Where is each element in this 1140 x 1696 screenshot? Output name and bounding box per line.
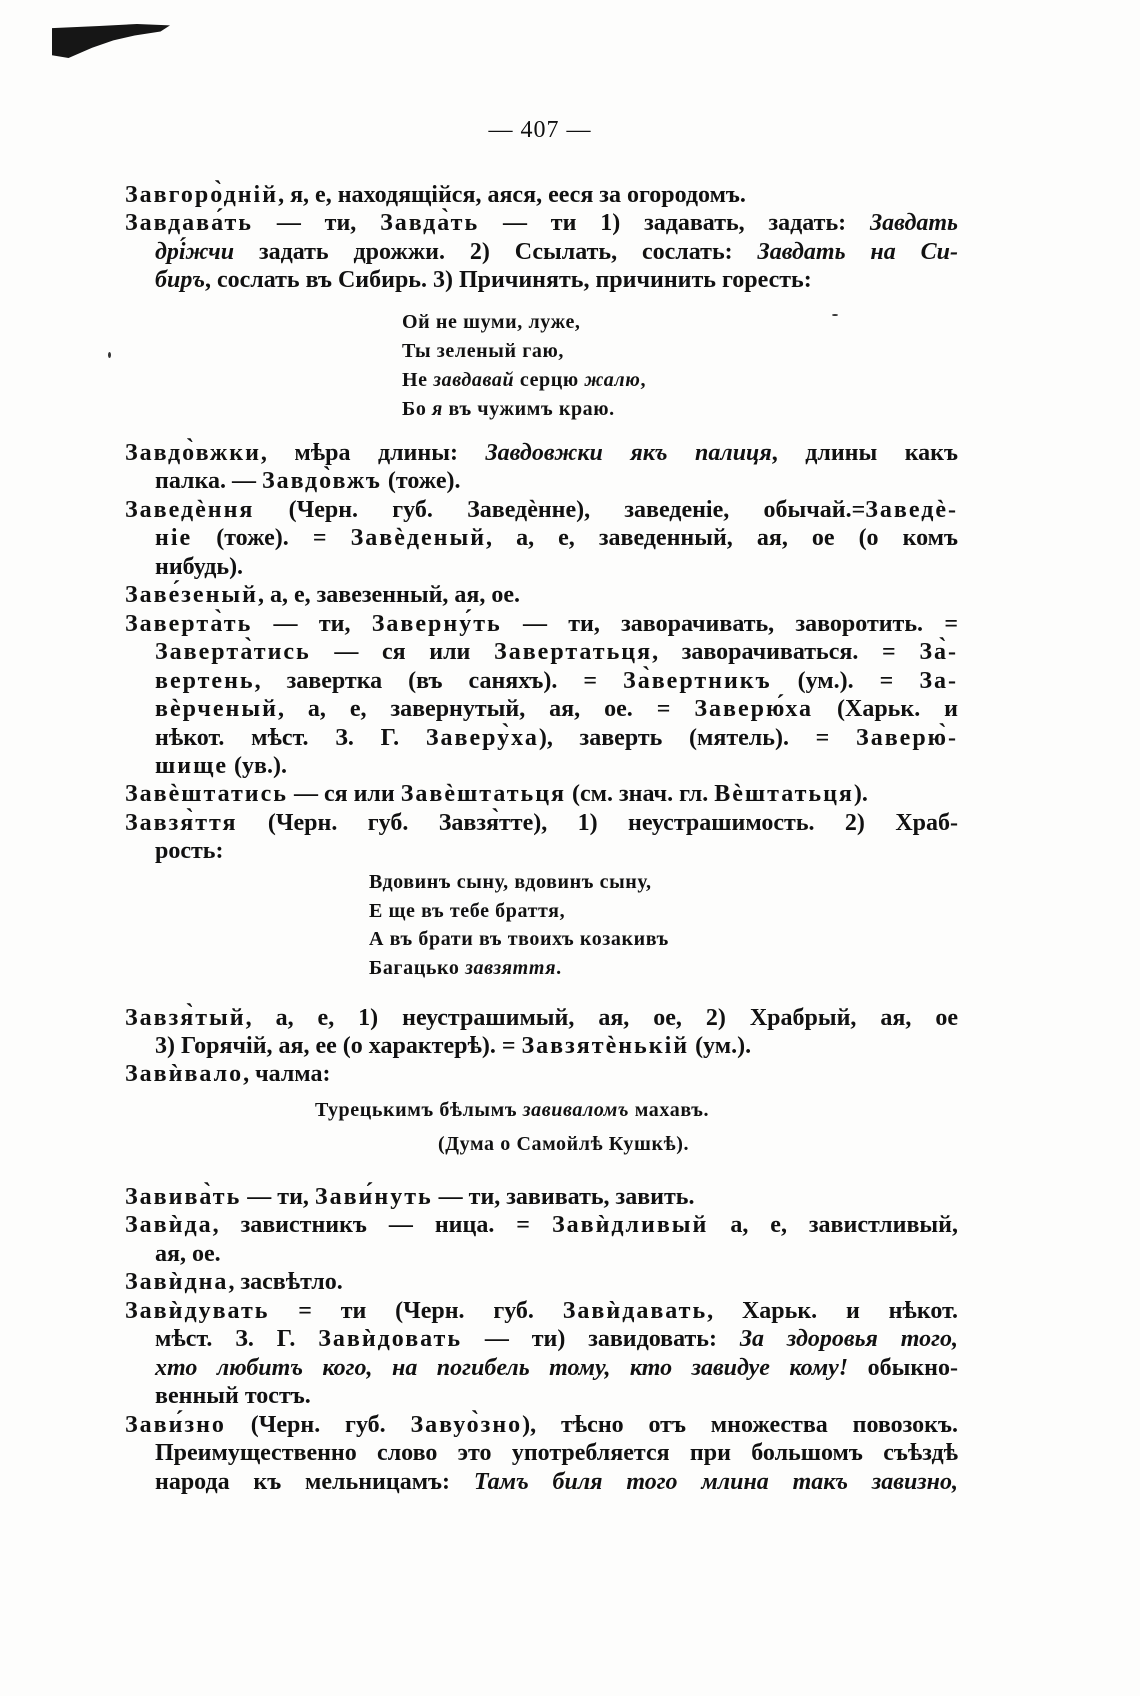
headword: ніе	[155, 525, 193, 552]
entry-text: махавъ.	[629, 1099, 710, 1121]
headword: шище	[155, 752, 229, 779]
entry-line	[125, 1033, 958, 1061]
scan-speck	[108, 352, 111, 358]
entry-text: Багацько	[369, 956, 466, 979]
entry-text: въ чужимъ краю.	[442, 398, 615, 420]
entry-text: (Харьк. и	[813, 696, 958, 723]
headword: Завзя̀ття	[125, 809, 238, 836]
dictionary-entry	[125, 1211, 958, 1268]
entry-text: венный тостъ.	[155, 1383, 311, 1410]
entry-text: Ой не шуми, луже,	[402, 311, 581, 333]
italic-example: За здоровья того,	[739, 1326, 958, 1353]
entry-text: (тоже).	[381, 468, 461, 495]
entry-line	[125, 1354, 958, 1382]
headword: Завѝда	[125, 1212, 213, 1239]
verse-line	[315, 1094, 709, 1128]
italic-example: завдавай	[433, 369, 515, 391]
entry-line	[125, 1411, 958, 1439]
entry-line	[125, 1382, 958, 1410]
entries-section	[125, 181, 958, 294]
headword: Заверю̀-	[856, 724, 958, 751]
italic-example: дрі́жчи	[155, 238, 235, 265]
entry-text: мѣст. З. Г.	[155, 1326, 319, 1353]
entry-text: — ти,	[241, 1184, 315, 1210]
verse-quotation	[369, 868, 669, 982]
entry-text: народа къ мельницамъ:	[155, 1468, 474, 1495]
dictionary-entry	[125, 610, 958, 781]
headword: Завзятѐнькій	[521, 1032, 690, 1059]
italic-example: жалю	[584, 369, 641, 391]
dictionary-entry	[125, 209, 958, 294]
entry-line	[125, 581, 958, 609]
entry-text: (ув.).	[228, 752, 287, 779]
headword: Заведѐ-	[865, 496, 958, 523]
headword: Вѐштатьця	[714, 781, 854, 808]
entry-text: , завистникъ — ница. =	[212, 1212, 552, 1239]
entry-text: = ти (Черн. губ.	[269, 1297, 563, 1324]
duma-quotation	[315, 1094, 709, 1161]
entry-line	[125, 1211, 958, 1239]
italic-example: Тамъ биля того млина такъ завизно,	[473, 1468, 958, 1495]
dictionary-entry	[125, 1268, 958, 1296]
headword: Завертатьця	[494, 639, 653, 666]
entry-text: ), тѣсно отъ множества повозокъ.	[522, 1411, 958, 1438]
entry-text: серцю	[514, 369, 585, 391]
entry-text: Е ще въ тебе браття,	[369, 899, 566, 922]
entry-line	[125, 1183, 958, 1211]
headword: Завзя̀тый	[125, 1005, 246, 1031]
entry-line	[125, 1005, 958, 1033]
scan-smudge	[52, 24, 170, 58]
verse-line	[315, 1128, 709, 1162]
entry-text: , я, е, находящійся, аяся, ееся за огородомъ.	[278, 182, 746, 208]
headword: Завѝдливый	[551, 1212, 709, 1239]
italic-example: хто любитъ кого, на погибель тому, кто завидуе кому!	[155, 1354, 849, 1381]
entry-line	[125, 1061, 958, 1089]
dictionary-entry	[125, 780, 958, 808]
entry-text: ая, ое.	[155, 1240, 221, 1267]
dictionary-entry	[125, 1411, 958, 1496]
italic-example: Завдовжки якъ палиця	[485, 440, 772, 466]
verse-quotation	[402, 308, 646, 424]
scan-speck	[832, 314, 838, 316]
entry-text: (тоже). =	[192, 525, 351, 552]
entry-text: — ся или	[287, 781, 401, 808]
entry-text: Не	[402, 369, 434, 391]
headword: Завѝдна	[125, 1269, 229, 1296]
entry-text: , а, е, завезенный, ая, ое.	[257, 582, 521, 609]
entry-text: а, е, завистливый,	[708, 1212, 958, 1239]
entry-text: , засвѣтло.	[228, 1269, 343, 1296]
entry-text: , завертка (въ саняхъ). =	[254, 667, 624, 694]
entry-text: нибудь).	[155, 553, 244, 580]
entry-text: (ум.). =	[771, 667, 920, 694]
headword: Заверю́ха	[694, 696, 814, 723]
entry-text: (Черн. губ. Завзя̀тте), 1) неустрашимость. 2) Храб-	[237, 809, 958, 836]
verse-line	[369, 954, 669, 983]
entry-text: Ты зеленый гаю,	[402, 340, 564, 362]
headword: Зави́зно	[125, 1411, 226, 1438]
entry-text: , а, е, 1) неустрашимый, ая, ое, 2) Храбрый, ая, ое	[245, 1005, 958, 1031]
entry-line	[125, 209, 958, 237]
entry-text: , чалма:	[243, 1060, 331, 1087]
entry-text: (см. знач. гл.	[566, 781, 715, 808]
dictionary-entry	[125, 1297, 958, 1411]
page-number: — 407 —	[488, 117, 592, 143]
entry-line	[125, 667, 958, 695]
entry-text: Вдовинъ сыну, вдовинъ сыну,	[369, 871, 652, 893]
entry-line	[125, 610, 958, 638]
entry-text: (ум.).	[689, 1032, 752, 1059]
entry-text: , а, е, заведенный, ая, ое (о комъ	[486, 525, 958, 552]
entry-text: — ти) завидовать:	[462, 1326, 740, 1353]
italic-example: Завдать	[869, 210, 958, 237]
entry-line	[125, 553, 958, 581]
headword: Заверта̀ть	[125, 610, 253, 637]
headword: Завѐштатись	[125, 781, 288, 808]
verse-line	[369, 925, 669, 954]
entry-text: А въ брати въ твоихъ козакивъ	[369, 928, 669, 951]
entries-section	[125, 1005, 958, 1088]
entry-line	[125, 1439, 958, 1467]
entries-section	[125, 1183, 958, 1496]
entry-text: — ся или	[310, 639, 495, 666]
headword: Заверта̀тись	[155, 639, 311, 666]
headword: вертень	[155, 667, 255, 694]
verse-line	[402, 337, 646, 366]
headword: Завѝвало	[125, 1060, 244, 1087]
entry-text: рость:	[155, 838, 224, 865]
headword: За-	[919, 667, 958, 694]
entry-text: , а, е, завернутый, ая, ое. =	[277, 696, 695, 723]
entry-text: — ти, заворачивать, заворотить. =	[501, 610, 958, 637]
italic-example: я	[432, 398, 443, 420]
entry-text: Турецькимъ бѣлымъ	[315, 1099, 523, 1121]
entry-text: нѣкот. мѣст. З. Г.	[155, 724, 426, 751]
dictionary-entry	[125, 809, 958, 866]
headword: Завдо̀вжъ	[261, 468, 382, 495]
headword: Завѝдувать	[125, 1297, 270, 1324]
headword: Завдава́ть	[125, 210, 253, 237]
headword: Завѝдавать	[562, 1297, 708, 1324]
headword: Завуо̀зно	[410, 1411, 523, 1438]
headword: вѐрченый	[155, 696, 278, 723]
dictionary-entry	[125, 581, 958, 609]
entry-line	[125, 181, 958, 209]
headword: Завѐденый	[350, 525, 487, 552]
entry-line	[125, 1240, 958, 1268]
entry-line	[125, 809, 958, 837]
entry-line	[125, 1468, 958, 1496]
entry-line	[125, 524, 958, 552]
entry-line	[125, 1297, 958, 1325]
entry-line	[125, 1325, 958, 1353]
entry-text: , сослать въ Сибирь. 3) Причинять, причинить горесть:	[204, 266, 812, 293]
headword: Заверну́ть	[371, 610, 502, 637]
entry-text: ,	[640, 369, 647, 391]
entry-text: .	[556, 956, 562, 979]
entry-line	[125, 695, 958, 723]
entry-text: 3) Горячій, ая, ее (о характерѣ). =	[155, 1032, 522, 1059]
headword: Завива̀ть	[125, 1184, 242, 1210]
entry-line	[125, 752, 958, 780]
entry-text: — ти 1) задавать, задать:	[479, 210, 870, 237]
headword: Зави́нуть	[314, 1184, 433, 1210]
entry-text: Преимущественно слово это употребляется при большомъ съѣздѣ	[155, 1440, 958, 1467]
verse-line	[369, 868, 669, 897]
entry-text: — ти,	[253, 210, 381, 237]
entry-text: палка. —	[155, 468, 262, 495]
entry-line	[125, 1268, 958, 1296]
headword: Заве́зеный	[125, 582, 258, 609]
entries-section	[125, 439, 958, 866]
verse-line	[402, 395, 646, 424]
dictionary-entry	[125, 1183, 958, 1211]
headword: Завда̀ть	[380, 210, 480, 237]
dictionary-entry	[125, 496, 958, 581]
headword: За̀вертникъ	[623, 667, 772, 694]
entry-line	[125, 780, 958, 808]
dictionary-entry	[125, 181, 958, 209]
italic-example: биръ	[155, 266, 205, 293]
italic-example: Завдать на Си-	[757, 238, 958, 265]
headword: Заведѐння	[125, 496, 255, 523]
entry-text: ).	[853, 781, 868, 808]
headword: Завгоро̀дній	[125, 182, 279, 208]
entry-line	[125, 837, 958, 865]
verse-line	[402, 366, 646, 395]
entry-text: (Черн. губ. Заведѐнне), заведеніе, обычай.=	[254, 496, 866, 523]
entry-text: , заворачиваться. =	[652, 639, 920, 666]
dictionary-entry	[125, 1061, 958, 1089]
italic-example: завиваломъ	[522, 1099, 630, 1121]
entry-text: (Дума о Самойлѣ Кушкѣ).	[438, 1132, 690, 1155]
headword: Заверу̀ха	[425, 724, 539, 751]
entry-text: — ти, завивать, завить.	[432, 1184, 695, 1210]
headword: Завѝдовать	[318, 1326, 463, 1353]
verse-line	[369, 897, 669, 926]
entry-line	[125, 496, 958, 524]
entry-line	[125, 638, 958, 666]
entry-text: (Черн. губ.	[225, 1411, 411, 1438]
entry-text: — ти,	[252, 610, 372, 637]
entry-line	[125, 439, 958, 467]
italic-example: завзяття	[465, 956, 557, 979]
headword: Завѐштатьця	[400, 781, 567, 808]
entry-line	[125, 266, 958, 294]
entry-text: , длины какъ	[771, 440, 959, 466]
headword: Завдо̀вжки	[125, 440, 261, 466]
entry-text: задать дрожжи. 2) Ссылать, сослать:	[234, 238, 758, 265]
entry-line	[125, 238, 958, 266]
entry-text: обыкно-	[848, 1354, 958, 1381]
entry-text: , мѣра длины:	[260, 440, 486, 466]
entry-line	[125, 724, 958, 752]
entry-line	[125, 467, 958, 495]
dictionary-entry	[125, 1005, 958, 1061]
entry-text: Бо	[402, 398, 433, 420]
headword: За̀-	[919, 639, 959, 666]
dictionary-entry	[125, 439, 958, 496]
entry-text: ), заверть (мятель). =	[538, 724, 857, 751]
entry-text: , Харьк. и нѣкот.	[707, 1297, 958, 1324]
verse-line	[402, 308, 646, 337]
